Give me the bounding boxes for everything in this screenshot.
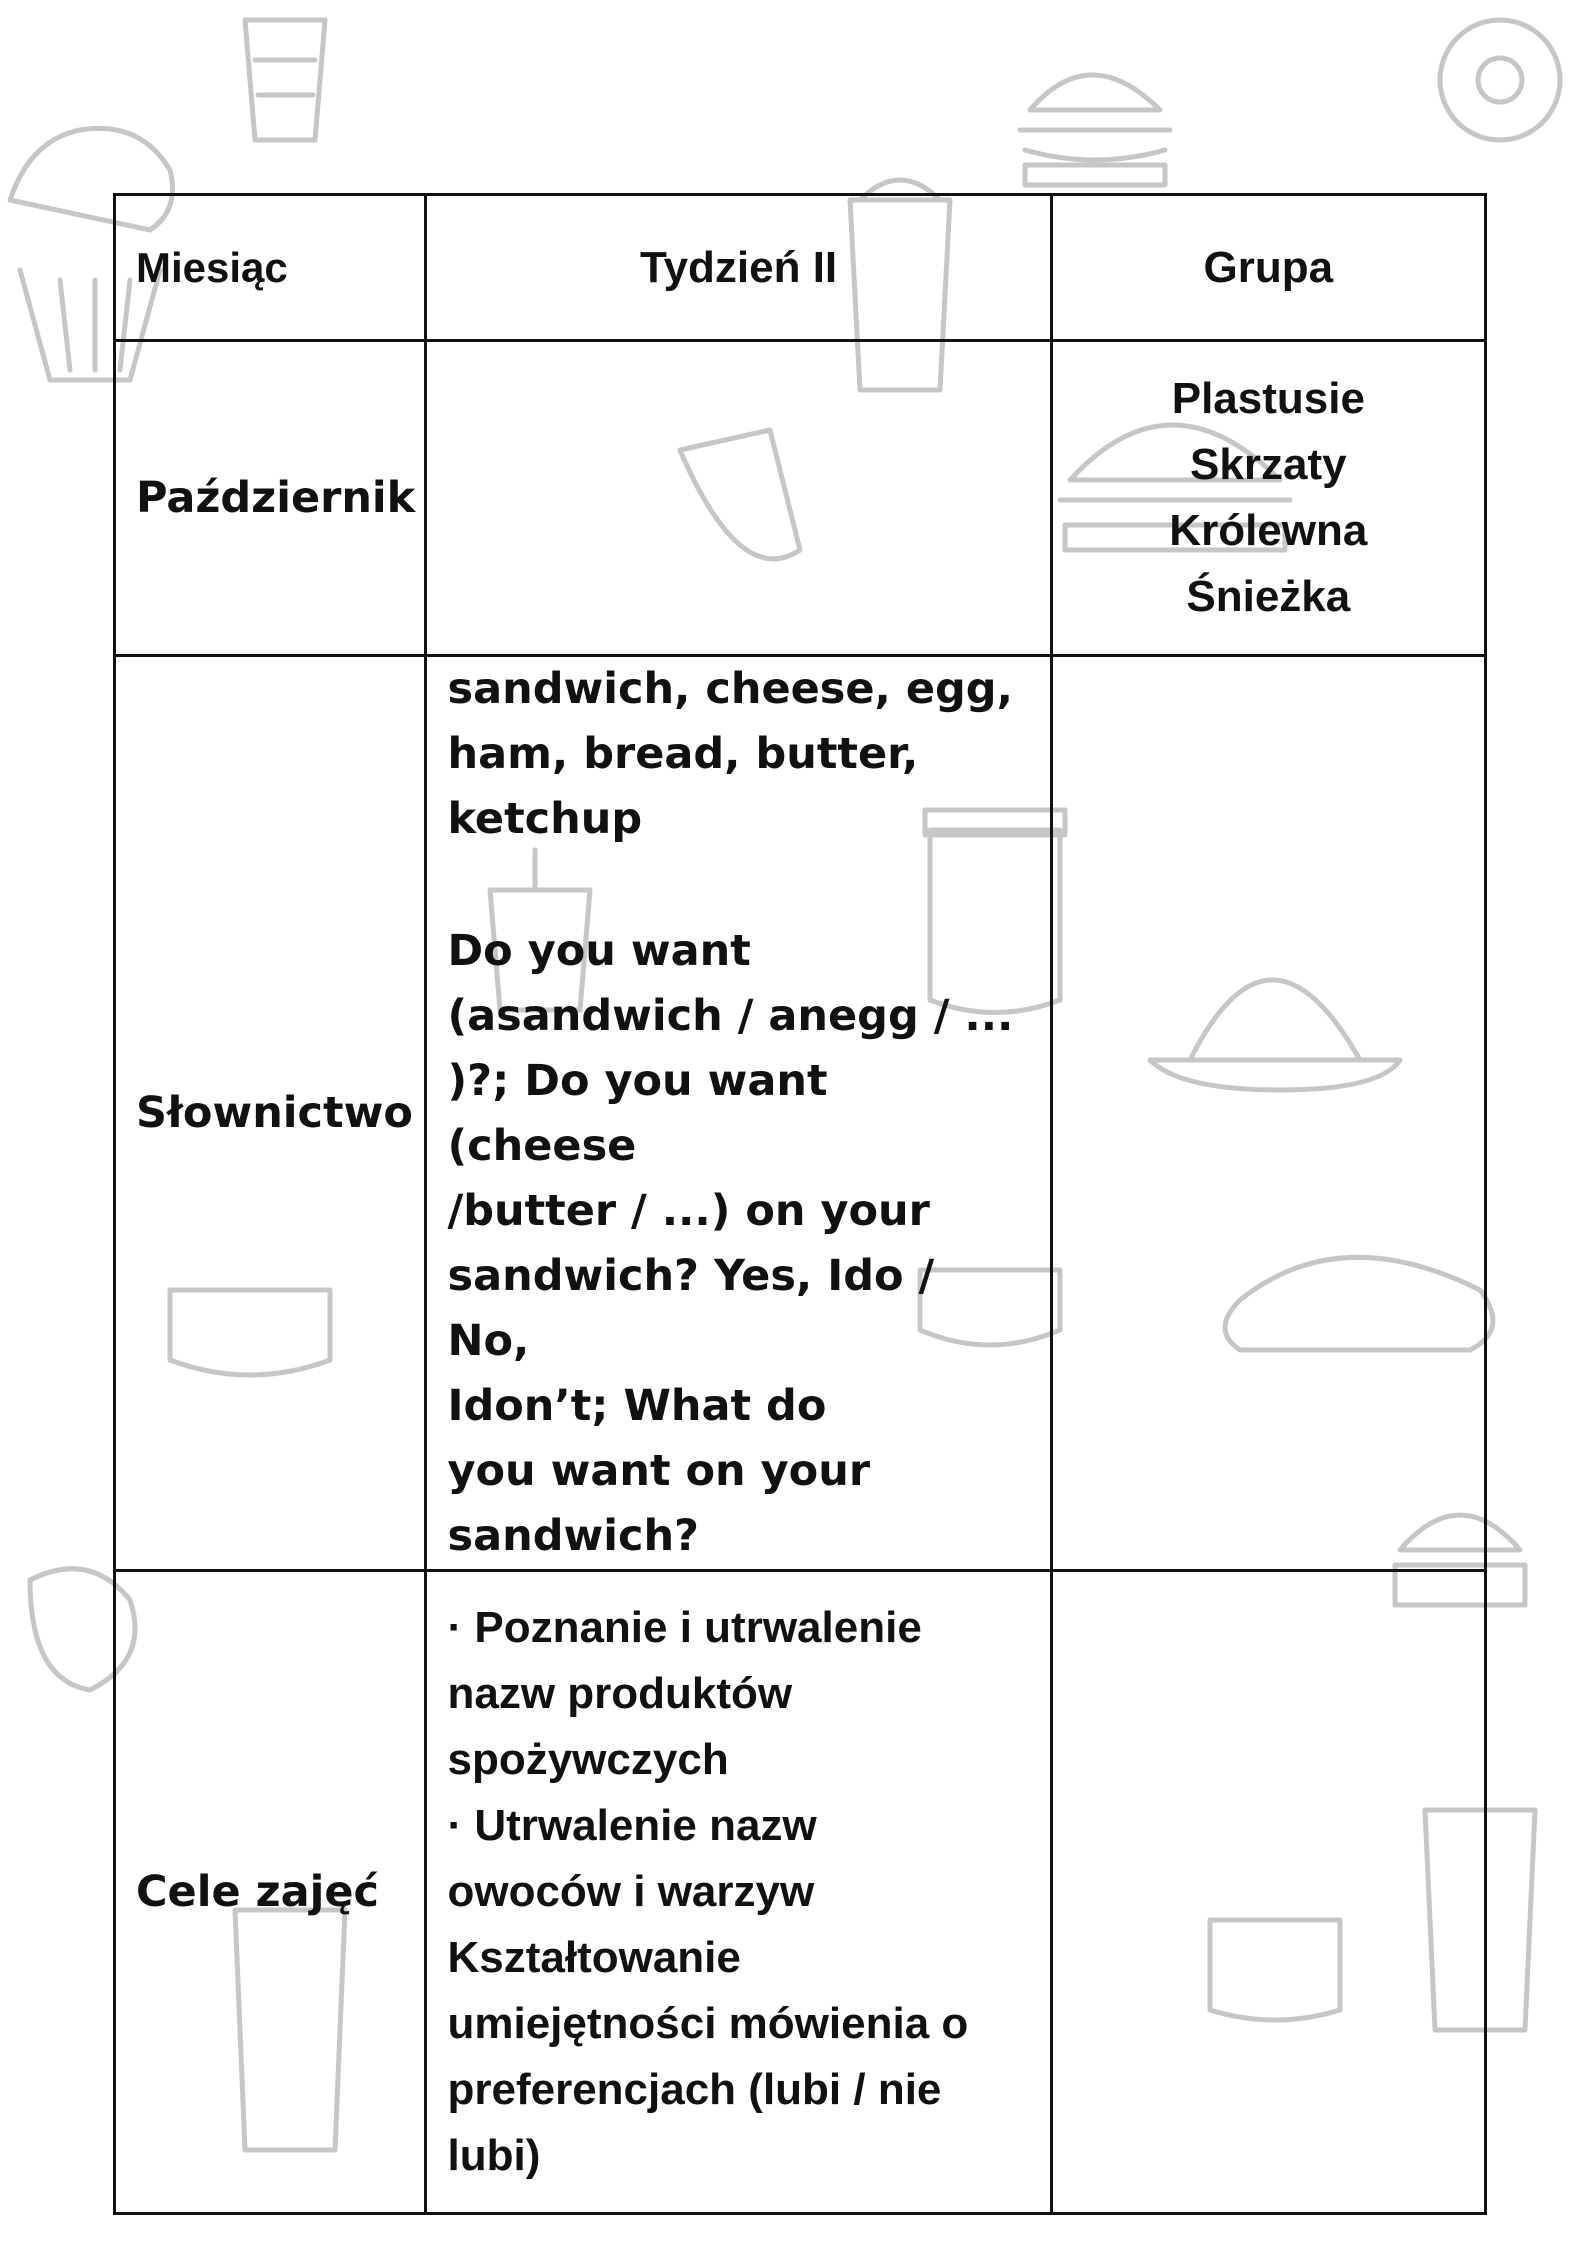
table-header-row <box>115 195 1486 341</box>
burger-icon <box>1020 75 1170 185</box>
header-group: Grupa <box>1203 242 1334 292</box>
vocabulary-label-cell <box>115 656 426 1571</box>
vocabulary-content-cell <box>426 656 1051 1571</box>
goals-line: · Poznanie i utrwalenie <box>447 1603 922 1652</box>
groups-cell <box>1051 341 1485 656</box>
vocabulary-gap <box>447 852 1029 919</box>
lesson-plan-table <box>113 193 1487 2215</box>
vocabulary-words-line: ketchup <box>447 794 643 844</box>
goals-line: umiejętności mówienia o <box>447 1999 969 2048</box>
goals-empty-cell <box>1051 1571 1485 2214</box>
donut-icon <box>1440 20 1560 140</box>
goals-line: · Utrwalenie nazw <box>447 1801 817 1850</box>
goals-line: preferencjach (lubi / nie <box>447 2065 942 2114</box>
group-name: Skrzaty <box>1190 440 1347 489</box>
vocabulary-phrase-line: /butter / ...) on your <box>447 1186 930 1236</box>
group-name: Śnieżka <box>1186 572 1351 621</box>
vocabulary-phrase-line: sandwich? Yes, Ido / No, <box>447 1251 935 1366</box>
header-group-cell <box>1051 195 1485 341</box>
vocabulary-words-line: ham, bread, butter, <box>447 729 919 779</box>
month-cell <box>115 341 426 656</box>
vocabulary-empty-cell <box>1051 656 1485 1571</box>
month-empty-cell <box>426 341 1051 656</box>
group-name: Plastusie <box>1171 374 1365 423</box>
goals-row <box>115 1571 1486 2214</box>
month-row <box>115 341 1486 656</box>
goals-label: Cele zajęć <box>136 1867 380 1917</box>
header-month: Miesiąc <box>136 243 288 291</box>
goals-line: Kształtowanie <box>447 1933 741 1982</box>
vocabulary-row <box>115 656 1486 1571</box>
goals-line: spożywczych <box>447 1735 729 1784</box>
vocabulary-phrase-line: )?; Do you want (cheese <box>447 1056 828 1171</box>
header-month-cell <box>115 195 426 341</box>
vocabulary-phrase-line: sandwich? <box>447 1511 699 1561</box>
goals-line: owoców i warzyw <box>447 1867 815 1916</box>
header-week-cell <box>426 195 1051 341</box>
cup-icon <box>245 20 325 140</box>
vocabulary-phrase-line: Idon’t; What do <box>447 1381 827 1431</box>
goals-label-cell <box>115 1571 426 2214</box>
vocabulary-words-line: sandwich, cheese, egg, <box>447 664 1013 714</box>
header-week: Tydzień II <box>639 242 838 292</box>
month-name: Październik <box>136 473 416 523</box>
vocabulary-phrase-line: (asandwich / anegg / ... <box>447 991 1014 1041</box>
goals-line: lubi) <box>447 2131 541 2180</box>
goals-line: nazw produktów <box>447 1669 793 1718</box>
group-name: Królewna <box>1169 506 1368 555</box>
vocabulary-phrase-line: you want on your <box>447 1446 871 1496</box>
vocabulary-phrase-line: Do you want <box>447 926 751 976</box>
vocabulary-label: Słownictwo <box>136 1088 413 1138</box>
goals-content-cell <box>426 1571 1051 2214</box>
